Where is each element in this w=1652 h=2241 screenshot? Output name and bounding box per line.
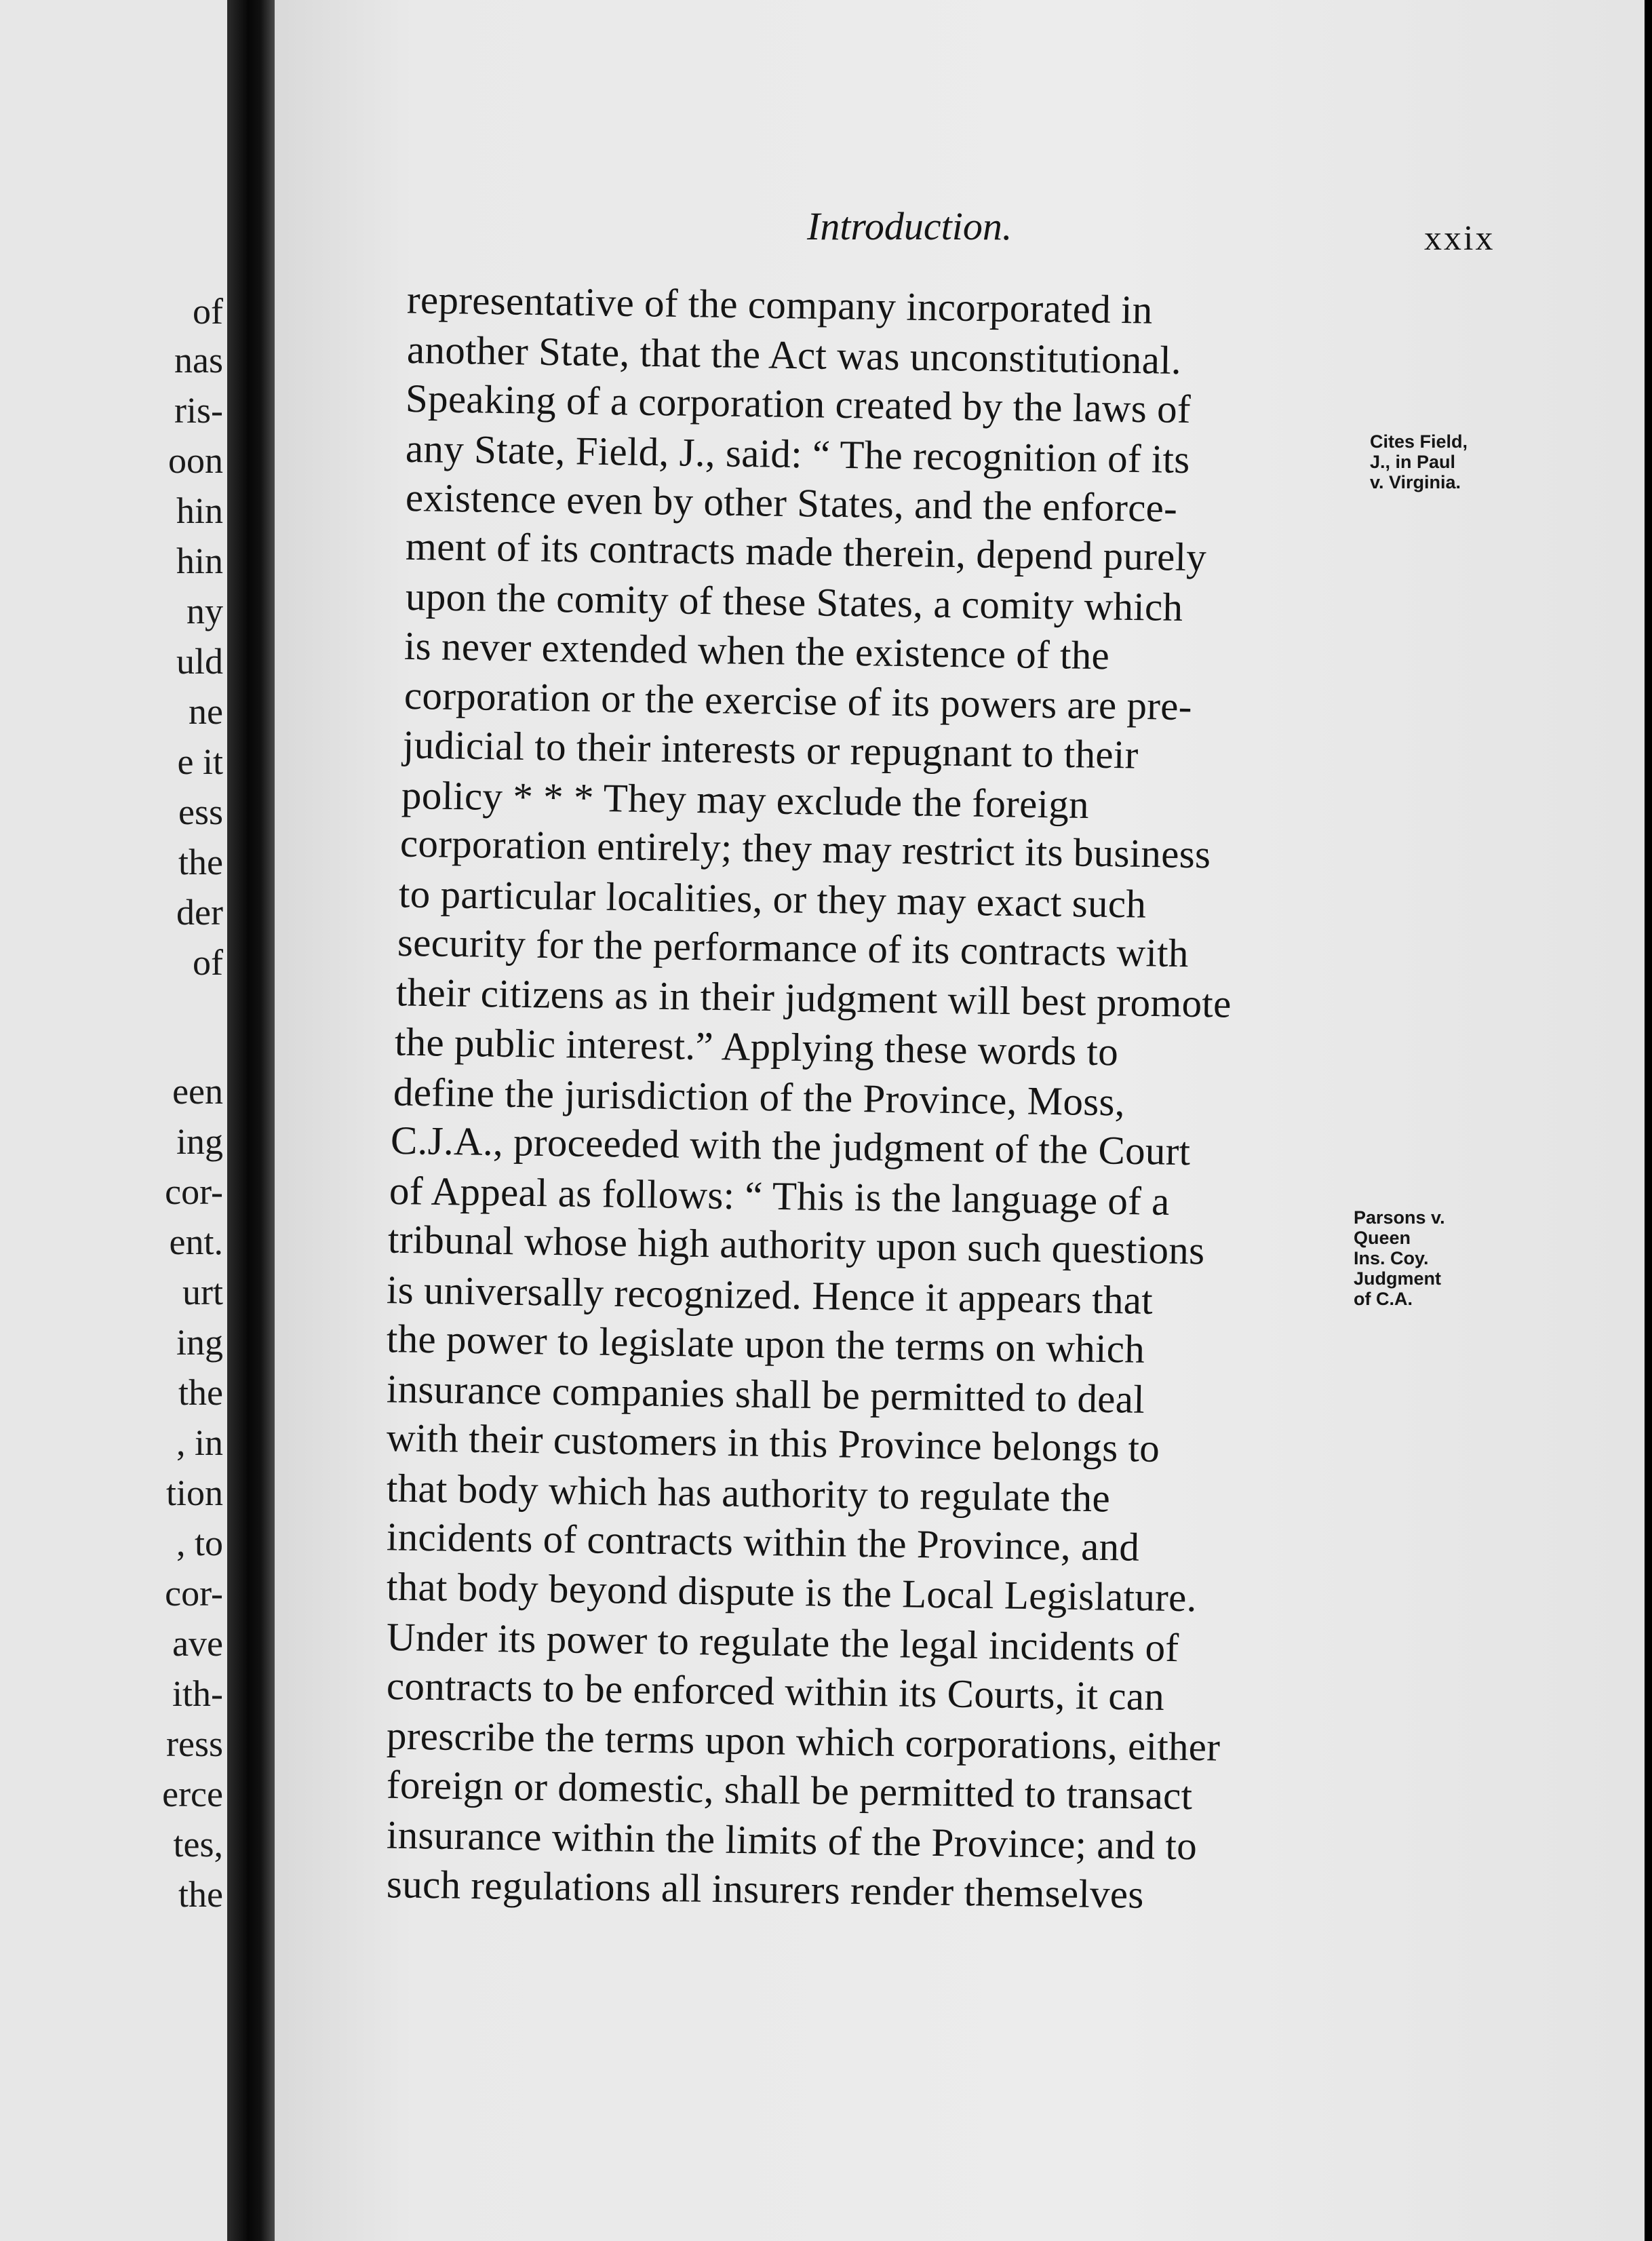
left-fragment: hin xyxy=(176,490,223,531)
body-line: upon the comity of these States, a comity which xyxy=(405,574,1183,629)
margin-note-line: v. Virginia. xyxy=(1370,472,1461,492)
body-line: is never extended when the existence of the xyxy=(404,623,1110,678)
body-line: that body beyond dispute is the Local Legislature. xyxy=(386,1563,1198,1620)
left-fragment: ing xyxy=(176,1322,223,1363)
margin-note-line: Ins. Coy. xyxy=(1354,1248,1429,1268)
body-line: insurance within the limits of the Province; and to xyxy=(386,1812,1198,1869)
left-fragment: ny xyxy=(186,591,223,631)
body-line: judicial to their interests or repugnant to their xyxy=(402,722,1139,777)
left-fragment: ress xyxy=(166,1723,223,1764)
left-fragment: urt xyxy=(182,1272,223,1312)
left-fragment: een xyxy=(172,1071,223,1112)
body-line: ment of its contracts made therein, depend purely xyxy=(405,523,1207,580)
left-fragment: cor- xyxy=(165,1573,223,1614)
left-fragment: e it xyxy=(177,741,223,782)
margin-note-line: Parsons v. xyxy=(1354,1207,1445,1228)
margin-note-line: Cites Field, xyxy=(1370,431,1468,452)
left-fragment: tion xyxy=(165,1473,223,1513)
margin-note-line: Judgment xyxy=(1354,1268,1442,1289)
left-fragment: the xyxy=(178,1372,223,1413)
left-fragment: ing xyxy=(176,1121,223,1162)
facing-page-left xyxy=(0,0,227,2241)
body-line: another State, that the Act was unconstitutional. xyxy=(406,327,1182,383)
body-line: prescribe the terms upon which corporations, either xyxy=(386,1713,1221,1770)
body-line: the power to legislate upon the terms on which xyxy=(386,1316,1145,1371)
left-fragment: ent. xyxy=(169,1222,223,1262)
margin-note-line: of C.A. xyxy=(1354,1289,1413,1309)
binding-gutter xyxy=(227,0,275,2241)
body-line: existence even by other States, and the enforce- xyxy=(405,475,1178,530)
left-fragment: nas xyxy=(174,340,223,381)
left-fragment: ith- xyxy=(172,1673,223,1714)
margin-note-parsons-v-queen xyxy=(1354,1207,1445,1309)
left-fragment: ris- xyxy=(174,390,223,431)
margin-note-paul-v-virginia xyxy=(1370,431,1468,492)
left-fragment: der xyxy=(176,892,223,933)
left-fragment: , in xyxy=(176,1422,223,1463)
running-head: Introduction. xyxy=(807,204,1012,248)
body-line: incidents of contracts within the Province, and xyxy=(386,1514,1140,1570)
body-line: security for the performance of its contracts with xyxy=(397,919,1189,976)
left-fragment: oon xyxy=(168,440,223,481)
left-fragment: the xyxy=(178,842,223,882)
body-line: define the jurisdiction of the Province, Moss, xyxy=(393,1069,1126,1125)
body-line: their citizens as in their judgment will best promote xyxy=(395,969,1232,1026)
body-line: with their customers in this Province belongs to xyxy=(386,1415,1160,1470)
body-line: insurance companies shall be permitted to deal xyxy=(386,1366,1145,1422)
margin-note-line: J., in Paul xyxy=(1370,452,1456,472)
left-fragment: ess xyxy=(178,792,223,832)
body-line: contracts to be enforced within its Courts, it can xyxy=(386,1662,1165,1719)
page-number: xxix xyxy=(1424,219,1495,258)
body-line: any State, Field, J., said: “ The recognition of its xyxy=(405,425,1191,482)
body-line: to particular localities, or they may exact such xyxy=(398,871,1147,927)
body-line: is universally recognized. Hence it appears that xyxy=(386,1267,1154,1323)
left-fragment: the xyxy=(178,1874,223,1915)
body-line: corporation or the exercise of its powers are pre- xyxy=(404,672,1193,729)
body-line: foreign or domestic, shall be permitted to transact xyxy=(386,1761,1193,1818)
body-line: policy * * * They may exclude the foreign xyxy=(401,772,1090,827)
body-line: such regulations all insurers render themselves xyxy=(386,1861,1145,1917)
body-line: corporation entirely; they may restrict its business xyxy=(399,820,1211,877)
left-fragment: , to xyxy=(176,1523,223,1563)
body-line: tribunal whose high authority upon such questions xyxy=(387,1216,1205,1273)
left-fragment: ne xyxy=(189,691,223,732)
page-edge-shadow xyxy=(1645,0,1652,2241)
left-fragment: cor- xyxy=(165,1171,223,1212)
body-line: the public interest.” Applying these words to xyxy=(394,1019,1119,1074)
body-line: C.J.A., proceeded with the judgment of the Court xyxy=(390,1117,1191,1174)
left-fragment: of xyxy=(193,942,223,983)
body-line: representative of the company incorporated in xyxy=(406,277,1154,332)
left-fragment: of xyxy=(193,291,223,332)
left-fragment: erce xyxy=(162,1774,223,1814)
margin-note-line: Queen xyxy=(1354,1228,1411,1248)
left-fragment: ave xyxy=(172,1623,223,1664)
body-line: that body which has authority to regulate the xyxy=(386,1465,1111,1521)
left-fragment: hin xyxy=(176,541,223,581)
body-line: of Appeal as follows: “ This is the language of a xyxy=(389,1167,1171,1224)
body-line: Speaking of a corporation created by the laws of xyxy=(405,375,1192,432)
left-fragment: tes, xyxy=(173,1824,223,1865)
left-fragment: uld xyxy=(176,641,223,682)
body-line: Under its power to regulate the legal incidents of xyxy=(386,1614,1179,1671)
